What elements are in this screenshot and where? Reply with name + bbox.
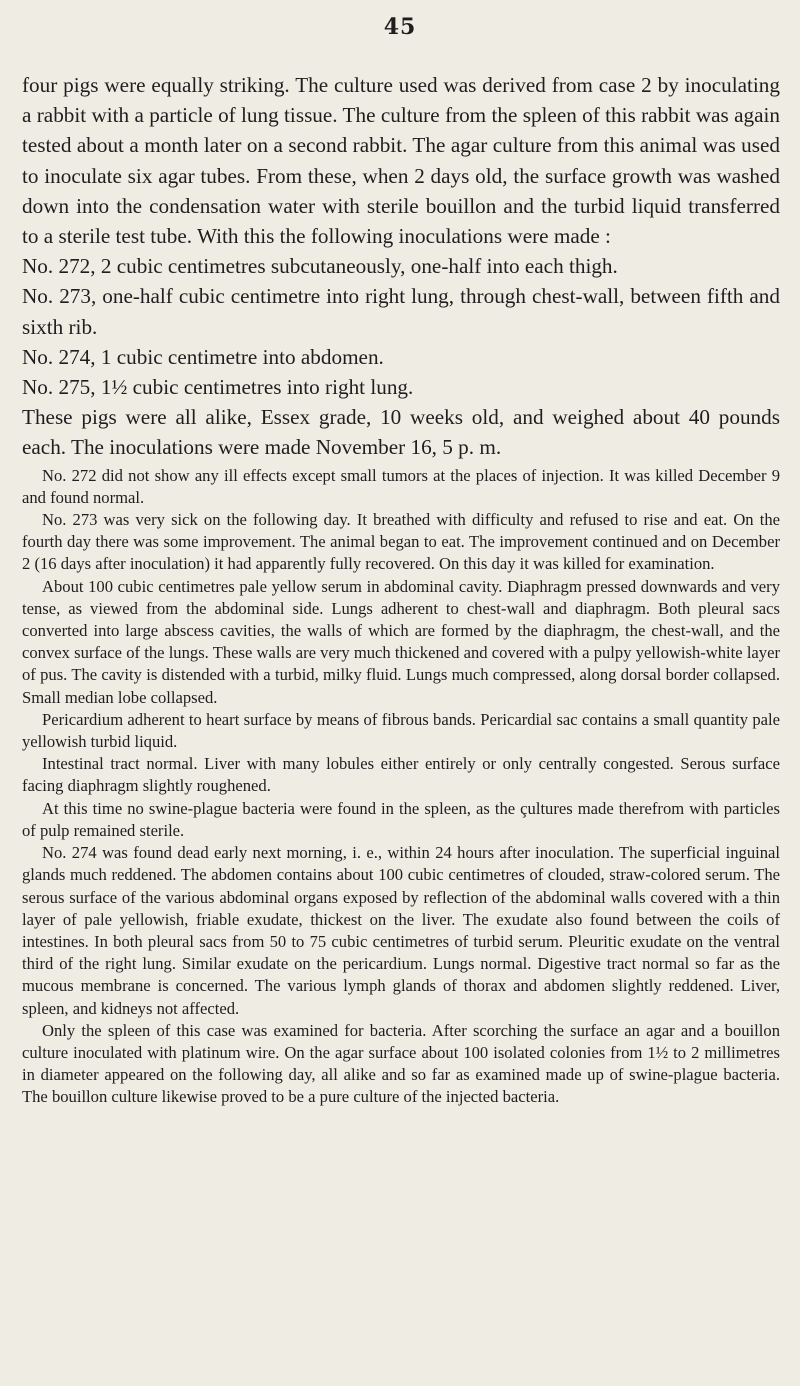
note-274-spleen: Only the spleen of this case was examined for bacteria. After scorching the surface an agar and a bouillon culture inoculated with platinum wire. On the agar surface about 100 isolated colonies from 1½ to 2 millimetres in diameter appeared on the following day, all alike and so far as examined made up of swine-plague bacteria. The bouillon culture likewise proved to be a pure culture of the injected bacteria. — [22, 1020, 780, 1107]
note-272: No. 272 did not show any ill effects except small tumors at the places of injection. It was killed December 9 and found normal. — [22, 465, 780, 507]
body-text — [22, 70, 780, 1109]
inoculation-item: No. 275, 1½ cubic centimetres into right lung. — [22, 375, 414, 400]
note-273-pericardium: Pericardium adherent to heart surface by means of fibrous bands. Pericardial sac contains a small quantity pale yellowish turbid liquid. — [22, 709, 780, 752]
inoculation-item: No. 274, 1 cubic centimetre into abdomen. — [22, 344, 384, 369]
note-273: No. 273 was very sick on the following day. It breathed with difficulty and refused to rise and eat. On the fourth day there was some improvement. The animal began to eat. The improvement continued and on December 2 (16 days after inoculation) it had apparently fully recovered. On this day it was killed for examination. — [22, 510, 780, 574]
intro-paragraph: four pigs were equally striking. The culture used was derived from case 2 by inoculating a rabbit with a particle of lung tissue. The culture from the spleen of this rabbit was again tested about a month later on a second rabbit. The agar culture from this animal was used to inoculate six agar tubes. From these, when 2 days old, the surface growth was washed down into the condensation water with sterile bouillon and the turbid liquid transferred to a sterile test tube. With this the following inoculations were made : — [22, 73, 780, 249]
note-273-intestinal: Intestinal tract normal. Liver with many lobules either entirely or only centrally congested. Serous surface facing diaphragm slightly roughened. — [22, 754, 780, 796]
page-number: 45 — [383, 14, 417, 40]
note-274: No. 274 was found dead early next morning, i. e., within 24 hours after inoculation. The superficial inguinal glands much reddened. The abdomen contains about 100 cubic centimetres of clouded, straw-colored serum. The serous surface of the various abdominal organs exposed by reflection of the abdominal walls covered with a thin layer of pale yellowish, friable exudate, thickest on the liver. The exudate also found between the coils of intestines. In both pleural sacs from 50 to 75 cubic centimetres of turbid serum. Pleuritic exudate on the ventral third of the right lung. Similar exudate on the pericardium. Lungs normal. Digestive tract normal so far as the mucous membrane is concerned. The various lymph glands of thorax and abdomen slightly reddened. Liver, spleen, and kidneys not affected. — [22, 843, 780, 1018]
inoculation-item: No. 272, 2 cubic centimetres subcutaneously, one-half into each thigh. — [22, 254, 618, 279]
main-text — [22, 70, 780, 463]
pigs-paragraph: These pigs were all alike, Essex grade, 10 weeks old, and weighed about 40 pounds each. The inoculations were made November 16, 5 p. m. — [22, 405, 780, 460]
inoculation-item: No. 273, one-half cubic centimetre into right lung, through chest-wall, between fifth and sixth rib. — [22, 284, 780, 339]
note-273-serum: About 100 cubic centimetres pale yellow serum in abdominal cavity. Diaphragm pressed downwards and very tense, as viewed from the abdominal side. Lungs adherent to chest-wall and diaphragm. Both pleural sacs converted into large abscess cavities, the walls of which are formed by the diaphragm, the chest-wall, and the convex surface of the lungs. These walls are very much thickened and covered with a pulpy yellowish-white layer of pus. The cavity is distended with a turbid, milky fluid. Lungs much compressed, along dorsal border collapsed. Small median lobe collapsed. — [22, 576, 780, 707]
case-notes — [22, 465, 780, 1109]
note-273-bacteria: At this time no swine-plague bacteria were found in the spleen, as the çultures made therefrom with particles of pulp remained sterile. — [22, 798, 780, 840]
